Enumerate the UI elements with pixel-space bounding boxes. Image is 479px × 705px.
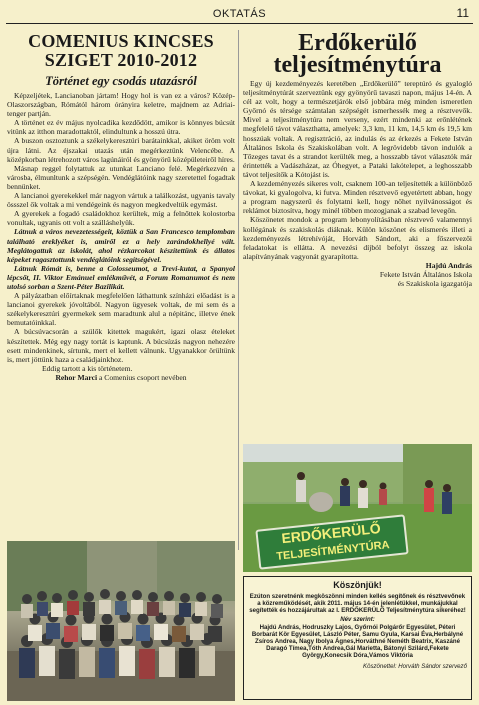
thanks-title: Köszönjük! xyxy=(333,580,382,590)
right-signature-school: Fekete István Általános Iskola xyxy=(379,269,472,279)
italic-paragraph: Látnuk a város nevezetességeit, köztük a San Francesco templomban található ereklyéket is, amiről ez a hely zarándokhellyé vált. Meglátogattuk az iskolát, ahol rézkarcokat készítettünk és állatos képeket ragasztottunk vendéglátóink segítségével. xyxy=(7,227,235,264)
thanks-box xyxy=(243,576,472,700)
thanks-names: Hajdú András, Hodruszky Lajos, Győrnói Polgárőr Egyesület, Péteri Borbarát Kör Egyesület, László Péter, Samu Gyula, Karsai Éva,Herbályné Zsíros Andrea, Nagy Ibolya Ágnes,Horváthné Neméth Beatrix, Kaszáné Daragó Tímea,Tóth Andrea,Gál Marietta, Bátonyi Szilárd,Fekete György,Konecsik Dóra,Vámos Viktória xyxy=(251,623,464,660)
left-article-subtitle: Történet egy csodás utazásról xyxy=(45,74,197,88)
left-signature-rest: a Comenius csoport nevében xyxy=(97,372,187,382)
column-divider xyxy=(238,30,239,550)
right-signature-role: és Szakiskola igazgatója xyxy=(397,278,472,288)
banner-line-2: TELJESÍTMÉNYTÚRA xyxy=(275,539,391,563)
paragraph: A kezdeményezés sikeres volt, csaknem 100-an teljesítették a különböző távokat, ki gyalogolva, ki futva. Minden résztvevő egyetértett abban, hogy a program nagyszerű és folytatni kell, hogy nőhet nyilvánosságot és reklámot biztosítva, hogy minél többen mozogjanak a szabad levegőn. xyxy=(243,179,472,216)
banner-line-1: ERDŐKERÜLŐ xyxy=(280,519,382,547)
paragraph: A buszon osztoztunk a székelykeresztúri barátainkkal, akiket öröm volt újra látni. Az éjszakai utazás után megérkeztünk Velencébe. A középkorban létrehozott város lagúnáiról és gyönyörű középületeiről híres. xyxy=(7,136,235,164)
page-header xyxy=(6,6,473,24)
right-signature-name: Hajdú András xyxy=(425,260,472,270)
left-article-title: COMENIUS KINCSES SZIGET 2010-2012 xyxy=(28,32,214,70)
page-number: 11 xyxy=(456,6,469,20)
right-article xyxy=(243,32,472,442)
paragraph: A pályázatban előírtaknak megfelelően láthattunk színházi előadást is a lancianoi gyerekek jóvoltából. Nagyon ügyesek voltak, de mi sem és a székelykeresztúri gyermekek sem maradtunk alul a népitánc, illetve ének bemutatóinkkal. xyxy=(7,291,235,328)
paragraph: A lancianoi gyerekekkel már nagyon vártuk a találkozást, ugyanis tavaly össszel ők voltak a mi vendégeink és nagyon megkedveltük egymást. xyxy=(7,191,235,210)
right-article-title: Erdőkerülő teljesítménytúra xyxy=(273,32,442,78)
section-label: OKTATÁS xyxy=(212,8,267,20)
thanks-footer: Köszönettel: Horváth Sándor szervező xyxy=(363,662,467,670)
paragraph: Egy új kezdeményezés keretében „Erdőkerülő” tereptúró és gyalogló teljesítménytúrát szerveztünk egy gyönyörű tavaszi napon, május 14-én. A cél az volt, hogy a természetjárók első jobbára még minden ismeretlen Győrnó és térsége számtalan szépségét ismerhessék meg a résztvevők. Mivel a teljesítménytúra nem verseny, ezért mindenki az erőnlétének megfelelő távot választhatta, amelyek: 3,3 km, 11 km, 14,5 km és 19,5 km hosszúak voltak. A regisztráció, az indulás és az érkezés a Fekete István Általános Iskola és Szakiskolában volt. A legrövidebb távon indulók a Tőzeges tavat és a strandot kerülték meg, a hosszabb távot választók már érintették a Vadászházat, az Óhegyet, a Pataki lakótelepet, a leghosszabb távot teljesítők a Kótojást is. xyxy=(243,79,472,179)
left-article-body xyxy=(7,91,235,373)
paragraph: A gyerekek a fogadó családokhoz kerültek, míg a felnőttek kolostorba vonultak, ugyanis ott volt a szálláshelyük. xyxy=(7,209,235,228)
paragraph: Köszönetet mondok a program lebonyolításában résztvevő valamennyi kollégának és szakiskolás diáknak. Külön köszönet és elismerés illeti a kezdeményezés létrehívóját, Horváth Sándort, aki a főszervezői feladatokat is ellátta. A nevezési díjból befolyt összeg az iskola alapítványának vagyonát gyarapította. xyxy=(243,215,472,261)
thanks-list-title: Név szerint: xyxy=(340,615,375,623)
paragraph: A történet ez év május nyolcadika kezdődött, amikor is könnyes búcsút vitünk az itthon maradottaktól, elindultunk a hosszú útra. xyxy=(7,118,235,137)
hiking-photo xyxy=(243,444,472,572)
left-article xyxy=(7,32,235,532)
paragraph: Másnap reggel folytattuk az utunkat Lanciano felé. Megérkezvén a városba, élmunltunk a szépségén. Vendéglátóink nagy szeretettel fogadtak bennünket. xyxy=(7,163,235,191)
left-signature xyxy=(7,373,235,382)
thanks-body: Ezúton szeretnénk megköszönni minden kellés segítőnek és résztvevőnek a közreműködését, akik 2011. május 14-én jelenlétükkel, munkájukkal segítették és hozzájárultak az I. ERDŐKERÜLŐ Teljesítménytúra sikeréhez! xyxy=(249,593,466,615)
paragraph: A búcsúvacsorán a szülők kitettek magukért, igazi olasz ételeket készítettek. Még egy nagy tortát is kaptunk. A búcsúzás nagyon nehezére esett mindenkinek, sírtunk, mert el kellett válnunk. Ugyanakkor örültünk is, mert jöttünk haza a családjainkhoz. xyxy=(7,327,235,364)
paragraph: Eddig tartott a kis történetem. xyxy=(42,363,133,373)
paragraph: Képzeljétek, Lancianoban jártam! Hogy hol is van ez a város? Közép-Olaszországban, Rómától három órányira keletre, majdnem az Adriai-tenger partján. xyxy=(7,91,235,119)
right-article-body xyxy=(243,79,472,261)
left-signature-name: Rehor Marci xyxy=(55,372,98,382)
group-photo-illustration xyxy=(7,541,235,701)
group-photo xyxy=(7,541,235,701)
italic-paragraph: Látnuk Rómát is, benne a Colosseumot, a Trevi-kutat, a Spanyol lépcsőt, II. Viktor Emánuel emlékművét, a Forum Romanumot és nem utolsó sorban a Szent-Péter Bazilikát. xyxy=(7,263,235,291)
